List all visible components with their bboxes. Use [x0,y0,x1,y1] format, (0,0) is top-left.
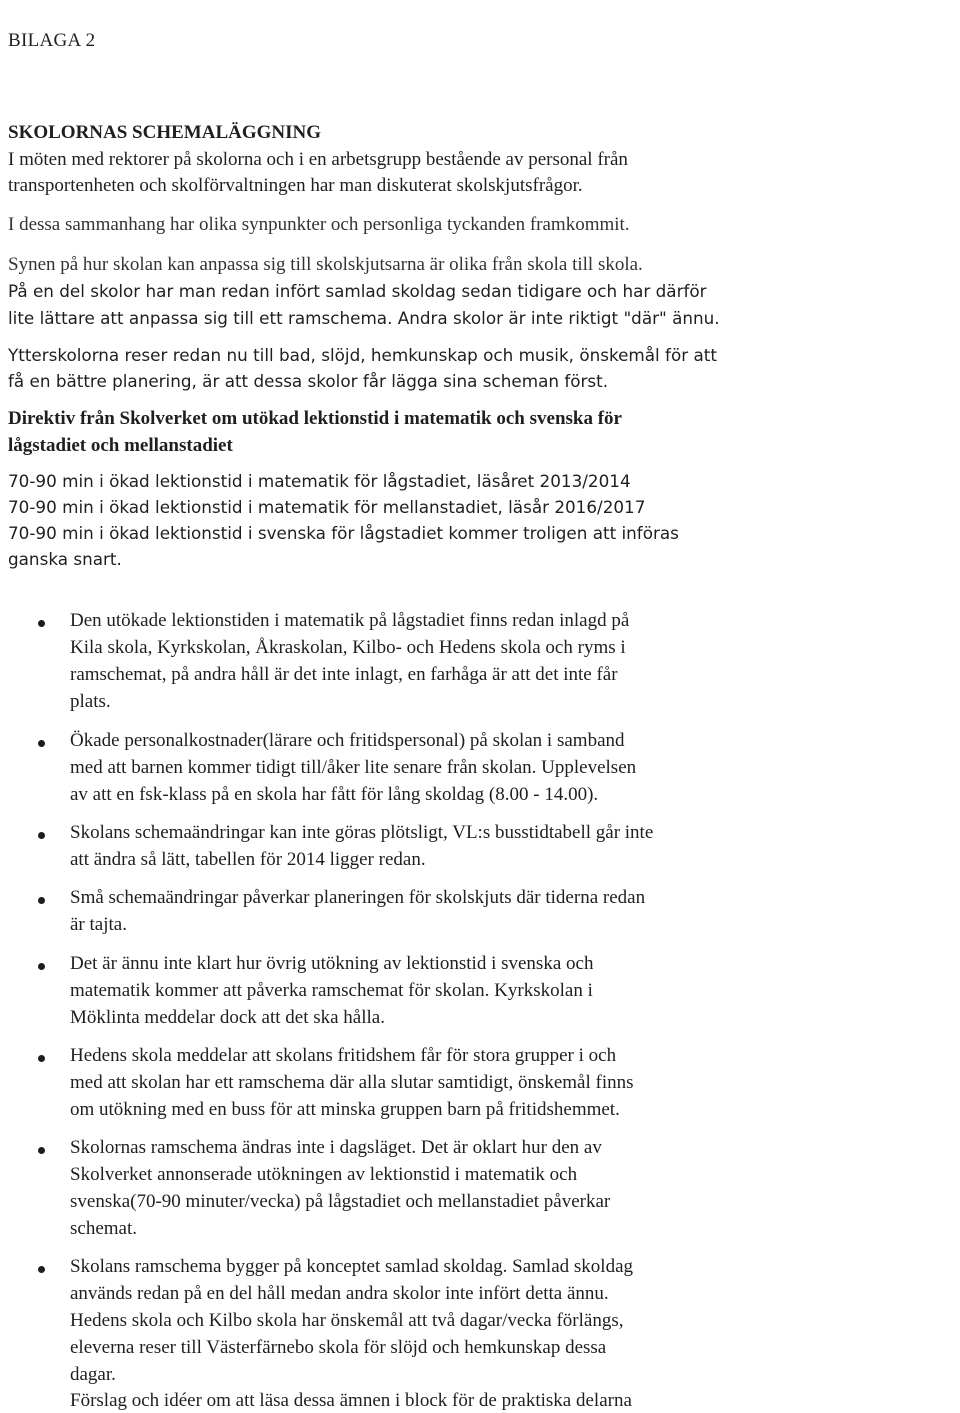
section-heading-schedule: SKOLORNAS SCHEMALÄGGNING [8,122,322,143]
body-line: På en del skolor har man redan infört samlad skoldag sedan tidigare och har därför [8,281,707,301]
bullet-line: svenska(70-90 minuter/vecka) på lågstadiet och mellanstadiet påverkar [70,1191,611,1212]
bullet-line: eleverna reser till Västerfärnebo skola för slöjd och hemkunskap dessa [70,1337,607,1358]
body-line: Ytterskolorna reser redan nu till bad, slöjd, hemkunskap och musik, önskemål för att [8,345,717,365]
bullet-line: av att en fsk-klass på en skola har fått för lång skoldag (8.00 - 14.00). [70,784,599,805]
body-line: få en bättre planering, är att dessa skolor får lägga sina scheman först. [8,371,609,391]
bullet-marker [38,1147,45,1154]
bullet-marker [38,897,45,904]
bullet-line: Det är ännu inte klart hur övrig utökning av lektionstid i svenska och [70,953,594,974]
bullet-line: används redan på en del håll medan andra skolor inte infört detta ännu. [70,1283,609,1304]
body-line: I dessa sammanhang har olika synpunkter och personliga tyckanden framkommit. [8,214,630,235]
bullet-marker [38,620,45,627]
bullet-marker [38,1266,45,1273]
bullet-line: Kila skola, Kyrkskolan, Åkraskolan, Kilbo- och Hedens skola och ryms i [70,637,626,658]
bullet-line: matematik kommer att påverka ramschemat för skolan. Kyrkskolan i [70,980,593,1001]
bullet-marker [38,832,45,839]
directive-line: 70-90 min i ökad lektionstid i matematik för mellanstadiet, läsår 2016/2017 [8,497,646,517]
bullet-marker [38,740,45,747]
bullet-marker [38,963,45,970]
body-line: Synen på hur skolan kan anpassa sig till skolskjutsarna är olika från skola till skola. [8,254,643,275]
bullet-line: Skolans schemaändringar kan inte göras plötsligt, VL:s busstidtabell går inte [70,822,654,843]
bullet-line: Hedens skola meddelar att skolans fritidshem får för stora grupper i och [70,1045,617,1066]
directive-line: 70-90 min i ökad lektionstid i svenska för lågstadiet kommer troligen att införas [8,523,679,543]
bullet-line: Ökade personalkostnader(lärare och fritidspersonal) på skolan i samband [70,730,625,751]
body-line: transportenheten och skolförvaltningen har man diskuterat skolskjutsfrågor. [8,175,583,196]
body-line: I möten med rektorer på skolorna och i en arbetsgrupp bestående av personal från [8,149,628,170]
bullet-line: är tajta. [70,914,127,935]
bullet-line: att ändra så lätt, tabellen för 2014 ligger redan. [70,849,426,870]
attachment-label: BILAGA 2 [8,30,96,51]
bullet-line: ramschemat, på andra håll är det inte inlagt, en farhåga är att det inte får [70,664,618,685]
bullet-line: om utökning med en buss för att minska gruppen barn på fritidshemmet. [70,1099,620,1120]
bullet-marker [38,1055,45,1062]
bullet-line: Hedens skola och Kilbo skola har önskemål att två dagar/vecka förlängs, [70,1310,624,1331]
bullet-line: Möklinta meddelar dock att det ska hålla. [70,1007,385,1028]
section-heading-directive: Direktiv från Skolverket om utökad lektionstid i matematik och svenska för [8,408,622,429]
bullet-line: med att skolan har ett ramschema där alla slutar samtidigt, önskemål finns [70,1072,634,1093]
section-heading-directive-cont: lågstadiet och mellanstadiet [8,435,233,456]
bullet-line: Skolverket annonserade utökningen av lektionstid i matematik och [70,1164,578,1185]
bullet-line: Förslag och idéer om att läsa dessa ämnen i block för de praktiska delarna [70,1390,632,1411]
bullet-line: Den utökade lektionstiden i matematik på lågstadiet finns redan inlagd på [70,610,630,631]
bullet-line: schemat. [70,1218,138,1239]
bullet-line: dagar. [70,1364,116,1385]
bullet-line: Små schemaändringar påverkar planeringen för skolskjuts där tiderna redan [70,887,646,908]
bullet-line: plats. [70,691,111,712]
bullet-line: Skolornas ramschema ändras inte i dagsläget. Det är oklart hur den av [70,1137,602,1158]
directive-line: 70-90 min i ökad lektionstid i matematik för lågstadiet, läsåret 2013/2014 [8,471,631,491]
bullet-line: med att barnen kommer tidigt till/åker lite senare från skolan. Upplevelsen [70,757,637,778]
directive-line: ganska snart. [8,549,122,569]
bullet-line: Skolans ramschema bygger på konceptet samlad skoldag. Samlad skoldag [70,1256,634,1277]
body-line: lite lättare att anpassa sig till ett ramschema. Andra skolor är inte riktigt "där" ännu. [8,308,720,328]
